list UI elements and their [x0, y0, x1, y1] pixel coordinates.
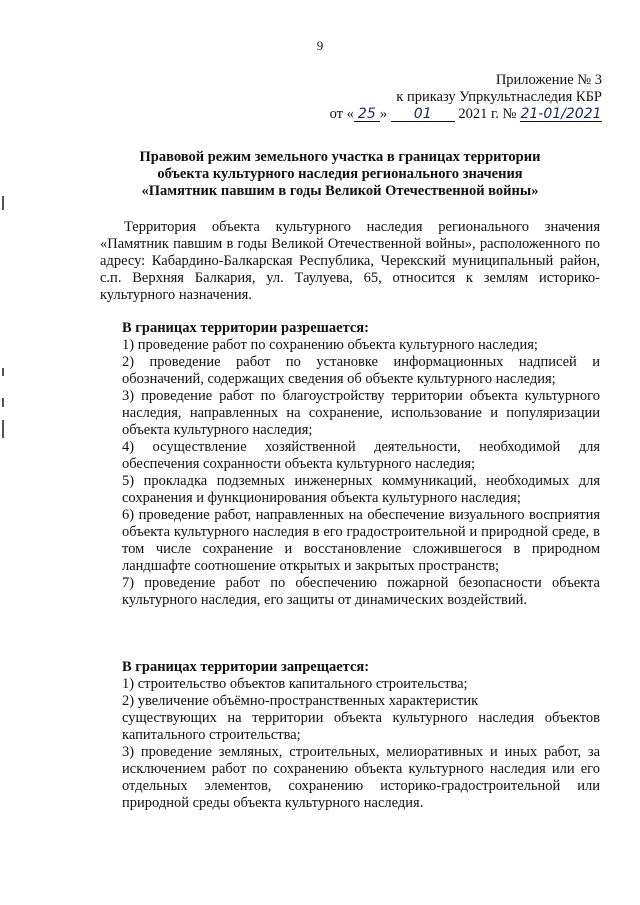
scan-mark [2, 420, 4, 438]
intro-paragraph [100, 219, 600, 304]
title-line: объекта культурного наследия регионального значения [157, 166, 523, 182]
forbidden-item: 3) проведение земляных, строительных, мелиоративных и иных работ, за исключением работ по сохранению объекта культурного наследия или его отдельных элементов, сохранению историко-градостроительной или природной среды объекта культурного наследия. [122, 744, 600, 811]
allowed-item: 5) прокладка подземных инженерных коммуникаций, необходимых для сохранения и функционирования объекта культурного наследия; [122, 473, 600, 506]
intro-text: Территория объекта культурного наследия регионального значения «Памятник павшим в годы Великой Отечественной войны», расположенного по адресу: Кабардино-Балкарская Республика, Черекский муниципальный район, с.п. Верхняя Балкария, ул. Таулуева, 65, относится к землям историко-культурного назначения. [100, 219, 600, 303]
forbidden-item: 1) строительство объектов капитального строительства; [122, 676, 468, 692]
allowed-item: 2) проведение работ по установке информационных надписей и обозначений, содержащих сведения об объекте культурного наследия; [122, 354, 600, 387]
scan-mark [2, 368, 4, 376]
order-month: 01 [391, 107, 455, 122]
date-prefix: от « [329, 106, 354, 122]
allowed-item: 4) осуществление хозяйственной деятельности, необходимой для обеспечения сохранности объекта культурного наследия; [122, 439, 600, 472]
date-mid: » [379, 106, 388, 122]
allowed-heading: В границах территории разрешается: [122, 320, 369, 336]
forbidden-item: 2) увеличение объёмно-пространственных характеристик [122, 693, 479, 709]
allowed-item: 6) проведение работ, направленных на обеспечение визуального восприятия объекта культурного наследия в его градостроительной и природной среде, в том числе сохранение и восстановление сложившегося в природном ландшафте соотношение открытых и закрытых пространств; [122, 507, 600, 574]
forbidden-heading: В границах территории запрещается: [122, 659, 370, 675]
allowed-item: 7) проведение работ по обеспечению пожарной безопасности объекта культурного наследия, его защиты от динамических воздействий. [122, 575, 600, 608]
appendix-label: Приложение № 3 [495, 72, 602, 88]
allowed-item: 1) проведение работ по сохранению объекта культурного наследия; [122, 337, 538, 353]
forbidden-section [122, 659, 600, 812]
scan-mark [2, 196, 4, 210]
order-year: 2021 г. № [458, 106, 517, 122]
document-title [60, 149, 620, 200]
forbidden-item: существующих на территории объекта культурного наследия объектов капитального строительства; [122, 710, 600, 743]
order-reference: к приказу Упркультнаследия КБР [396, 89, 602, 105]
page-number: 9 [316, 38, 324, 53]
allowed-section [122, 320, 600, 609]
appendix-header [330, 72, 602, 123]
scan-mark [2, 398, 4, 407]
title-line: Правовой режим земельного участка в границах территории [139, 149, 541, 165]
order-number: 21-01/2021 [520, 106, 602, 122]
order-date-line [330, 106, 602, 123]
allowed-item: 3) проведение работ по благоустройству территории объекта культурного наследия, направленных на сохранение, использование и популяризации объекта культурного наследия; [122, 388, 600, 438]
order-day: 25 [354, 107, 380, 122]
title-line: «Памятник павшим в годы Великой Отечественной войны» [141, 183, 539, 199]
